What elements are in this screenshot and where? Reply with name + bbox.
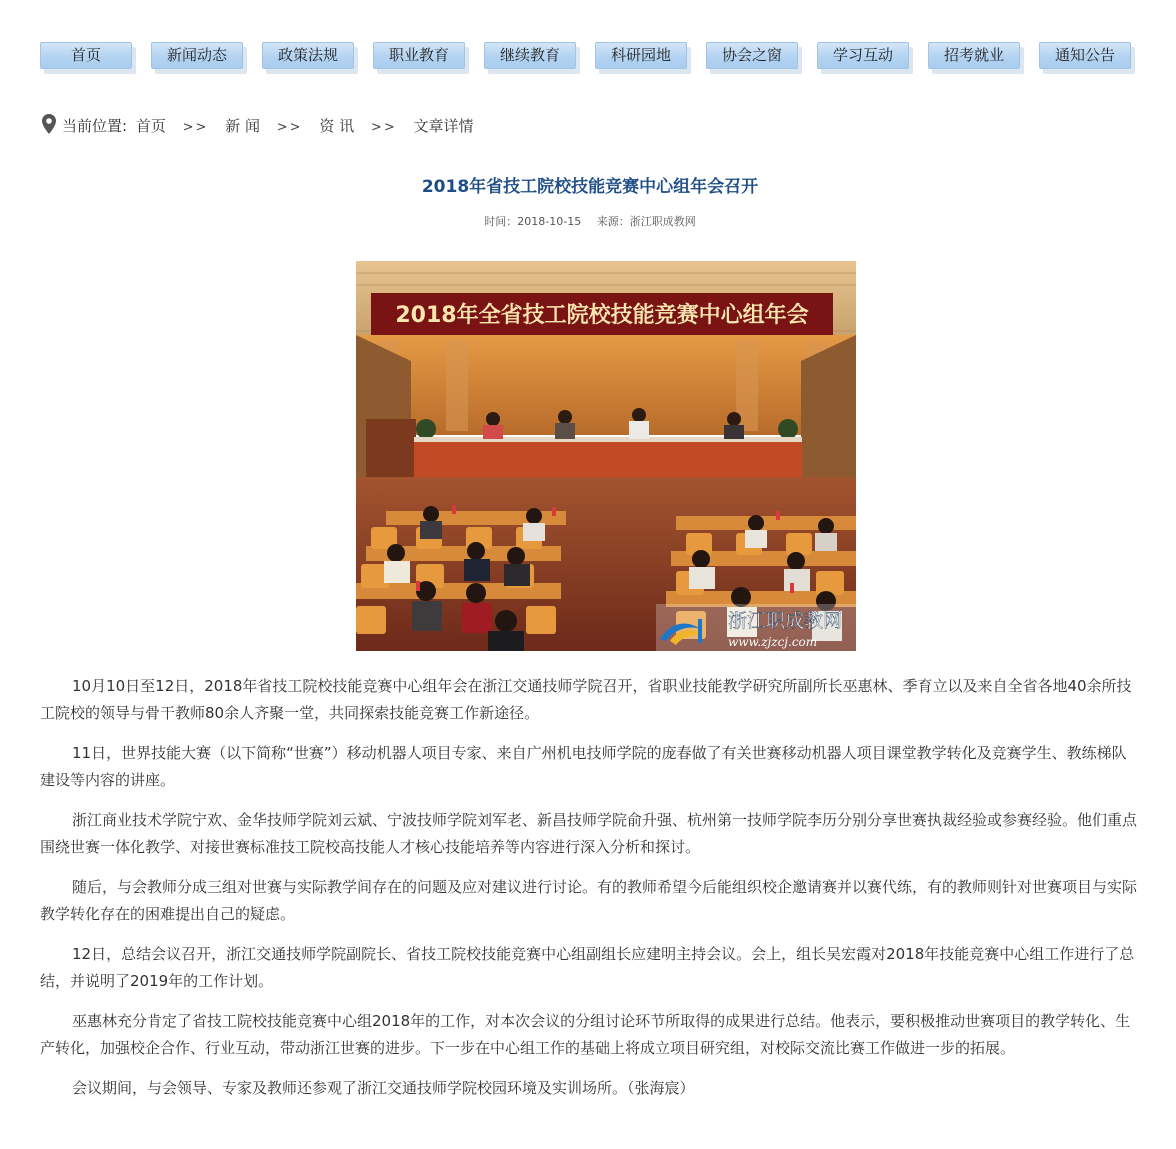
photo-watermark-name: 浙江职成教网 (728, 610, 843, 632)
breadcrumb-separator: >> (182, 120, 209, 135)
nav-item-label[interactable]: 科研园地 (595, 42, 687, 69)
article-paragraph: 11日，世界技能大赛（以下简称“世赛”）移动机器人项目专家、来自广州机电技师学院的庞春做了有关世赛移动机器人项目课堂教学转化及竞赛学生、教练梯队建设等内容的讲座。 (40, 744, 1127, 789)
nav-item-label[interactable]: 继续教育 (484, 42, 576, 69)
photo-banner-text: 2018年全省技工院校技能竞赛中心组年会 (395, 303, 809, 328)
breadcrumb-home[interactable]: 首页 (135, 117, 166, 135)
map-pin-icon (42, 114, 56, 134)
nav-item-policy[interactable] (262, 42, 354, 72)
article-body (40, 673, 1140, 1116)
nav-item-label[interactable]: 通知公告 (1039, 42, 1131, 69)
nav-item-label[interactable]: 政策法规 (262, 42, 354, 69)
article-paragraph: 随后，与会教师分成三组对世赛与实际教学间存在的问题及应对建议进行讨论。有的教师希望今后能组织校企邀请赛并以赛代练，有的教师则针对世赛项目与实际教学转化存在的困难提出自己的疑虑。 (40, 878, 1138, 923)
breadcrumb-info[interactable]: 资 讯 (319, 117, 355, 135)
main-nav (40, 42, 1140, 74)
article-paragraph: 10月10日至12日，2018年省技工院校技能竞赛中心组年会在浙江交通技师学院召开，省职业技能教学研究所副所长巫惠林、季育立以及来自全省各地40余所技工院校的领导与骨干教师80余人齐聚一堂，共同探索技能竞赛工作新途径。 (40, 677, 1132, 722)
nav-item-home[interactable] (40, 42, 132, 72)
nav-item-continuing[interactable] (484, 42, 576, 72)
article-source: 来源：浙江职成教网 (596, 215, 696, 228)
article-paragraph: 12日，总结会议召开，浙江交通技师学院副院长、省技工院校技能竞赛中心组副组长应建明主持会议。会上，组长吴宏霞对2018年技能竞赛中心组工作进行了总结，并说明了2019年的工作计划。 (40, 945, 1135, 990)
nav-item-employment[interactable] (928, 42, 1020, 72)
breadcrumb-current: 文章详情 (413, 117, 474, 135)
nav-item-label[interactable]: 首页 (40, 42, 132, 69)
nav-item-label[interactable]: 新闻动态 (151, 42, 243, 69)
breadcrumb-separator: >> (276, 120, 303, 135)
article-photo (356, 261, 856, 651)
nav-item-label[interactable]: 职业教育 (373, 42, 465, 69)
breadcrumb-news[interactable]: 新 闻 (225, 117, 260, 135)
article-meta (0, 213, 1176, 229)
nav-item-learning[interactable] (817, 42, 909, 72)
article-title: 2018年省技工院校技能竞赛中心组年会召开 (421, 177, 759, 197)
article-paragraph: 巫惠林充分肯定了省技工院校技能竞赛中心组2018年的工作，对本次会议的分组讨论环节所取得的成果进行总结。他表示，要积极推动世赛项目的教学转化、生产转化，加强校企合作、行业互动，带动浙江世赛的进步。下一步在中心组工作的基础上将成立项目研究组，对校际交流比赛工作做进一步的拓展。 (40, 1012, 1131, 1057)
photo-watermark-url: www.zjzcj.com (728, 635, 818, 649)
breadcrumb-prefix: 当前位置: (62, 117, 128, 135)
article-time: 时间：2018-10-15 (484, 215, 582, 228)
nav-item-vocational[interactable] (373, 42, 465, 72)
conference-photo (356, 261, 856, 651)
nav-item-notices[interactable] (1039, 42, 1131, 72)
article-paragraph: 会议期间，与会领导、专家及教师还参观了浙江交通技师学院校园环境及实训场所。（张海宸） (72, 1079, 695, 1097)
nav-item-association[interactable] (706, 42, 798, 72)
nav-item-label[interactable]: 协会之窗 (706, 42, 798, 69)
nav-item-research[interactable] (595, 42, 687, 72)
nav-item-news[interactable] (151, 42, 243, 72)
breadcrumb-separator: >> (370, 120, 397, 135)
photo-watermark (656, 604, 856, 651)
nav-item-label[interactable]: 学习互动 (817, 42, 909, 69)
breadcrumb (42, 114, 474, 136)
article-paragraph: 浙江商业技术学院宁欢、金华技师学院刘云斌、宁波技师学院刘军老、新昌技师学院俞升强、杭州第一技师学院李历分别分享世赛执裁经验或参赛经验。他们重点围绕世赛一体化教学、对接世赛标准技工院校高技能人才核心技能培养等内容进行深入分析和探讨。 (40, 811, 1138, 856)
nav-item-label[interactable]: 招考就业 (928, 42, 1020, 69)
